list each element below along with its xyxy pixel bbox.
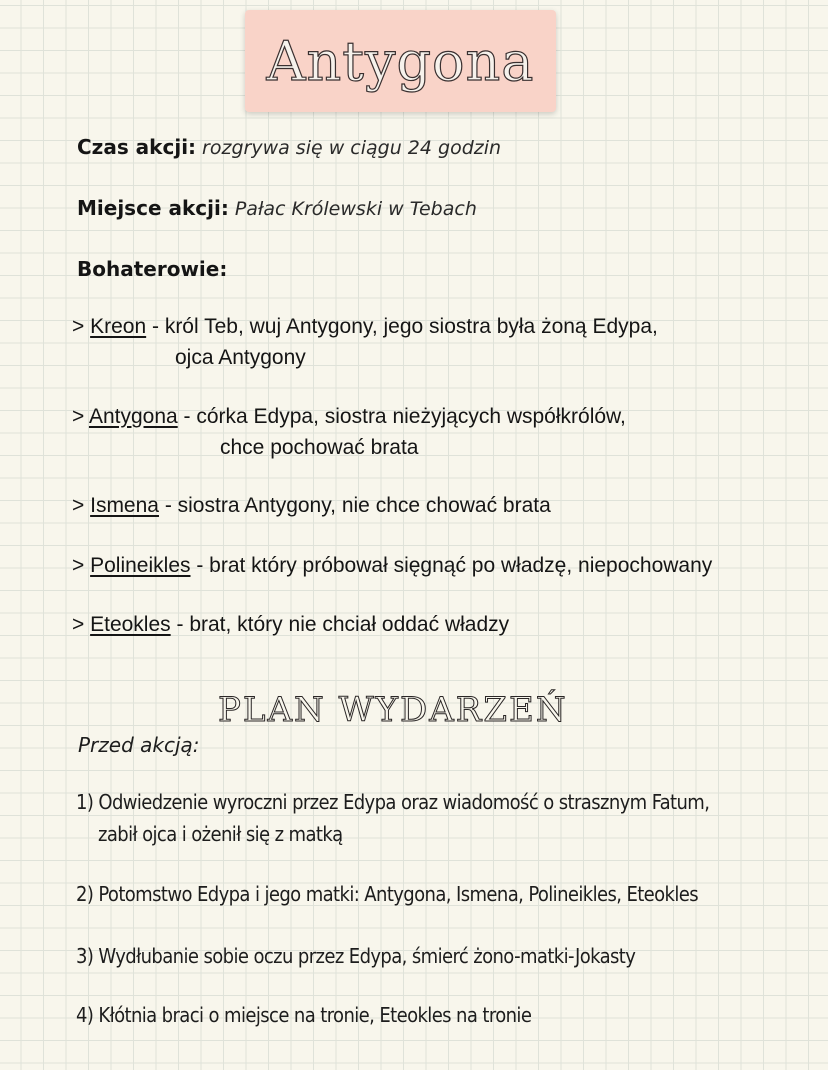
character-item [72, 609, 509, 640]
bullet-marker: > [72, 405, 89, 428]
event-item [76, 786, 709, 850]
character-desc: - córka Edypa, siostra nieżyjących współkrólów, [177, 405, 626, 428]
event-text-cont: zabił ojca i ożenił się z matką [98, 822, 343, 846]
character-desc: - siostra Antygony, nie chce chować brata [158, 494, 551, 517]
bohaterowie-label: Bohaterowie: [77, 257, 228, 281]
character-desc: - brat, który nie chciał oddać władzy [170, 613, 510, 636]
title-card [245, 10, 556, 112]
character-item [72, 311, 658, 373]
event-text: 4) Kłótnia braci o miejsce na tronie, Eteokles na tronie [76, 1003, 532, 1027]
character-item [72, 401, 626, 463]
przed-akcja-label: Przed akcją: [78, 733, 200, 757]
bullet-marker: > [72, 554, 91, 577]
event-item [76, 999, 531, 1031]
plan-title: PLAN WYDARZEŃ [218, 690, 568, 730]
event-item [76, 940, 635, 972]
event-text: 2) Potomstwo Edypa i jego matki: Antygona, Ismena, Polineikles, Eteokles [76, 882, 699, 906]
miejsce-akcji-label: Miejsce akcji: [77, 196, 229, 220]
page-title: Antygona [266, 29, 535, 93]
character-name: Polineikles [90, 554, 191, 577]
character-name: Eteokles [90, 613, 171, 636]
character-name: Antygona [88, 405, 178, 428]
bullet-marker: > [72, 315, 91, 338]
character-desc-cont: chce pochować brata [220, 436, 419, 459]
czas-akcji-row [77, 135, 501, 159]
event-text: 1) Odwiedzenie wyroczni przez Edypa oraz wiadomość o strasznym Fatum, [76, 790, 710, 814]
czas-akcji-label: Czas akcji: [77, 135, 197, 159]
event-text: 3) Wydłubanie sobie oczu przez Edypa, śmierć żono-matki-Jokasty [76, 944, 636, 968]
character-item [72, 490, 551, 521]
miejsce-akcji-row [77, 196, 477, 220]
bullet-marker: > [72, 613, 91, 636]
bohaterowie-row [77, 257, 227, 281]
character-name: Kreon [90, 315, 147, 338]
event-item [76, 878, 698, 910]
character-desc: - brat który próbował sięgnąć po władzę, niepochowany [190, 554, 713, 577]
character-item [72, 550, 712, 581]
miejsce-akcji-value: Pałac Królewski w Tebach [234, 198, 477, 220]
character-name: Ismena [90, 494, 159, 517]
character-desc-cont: ojca Antygony [175, 346, 306, 369]
czas-akcji-value: rozgrywa się w ciągu 24 godzin [202, 137, 502, 159]
bullet-marker: > [72, 494, 91, 517]
character-desc: - król Teb, wuj Antygony, jego siostra była żoną Edypa, [146, 315, 658, 338]
